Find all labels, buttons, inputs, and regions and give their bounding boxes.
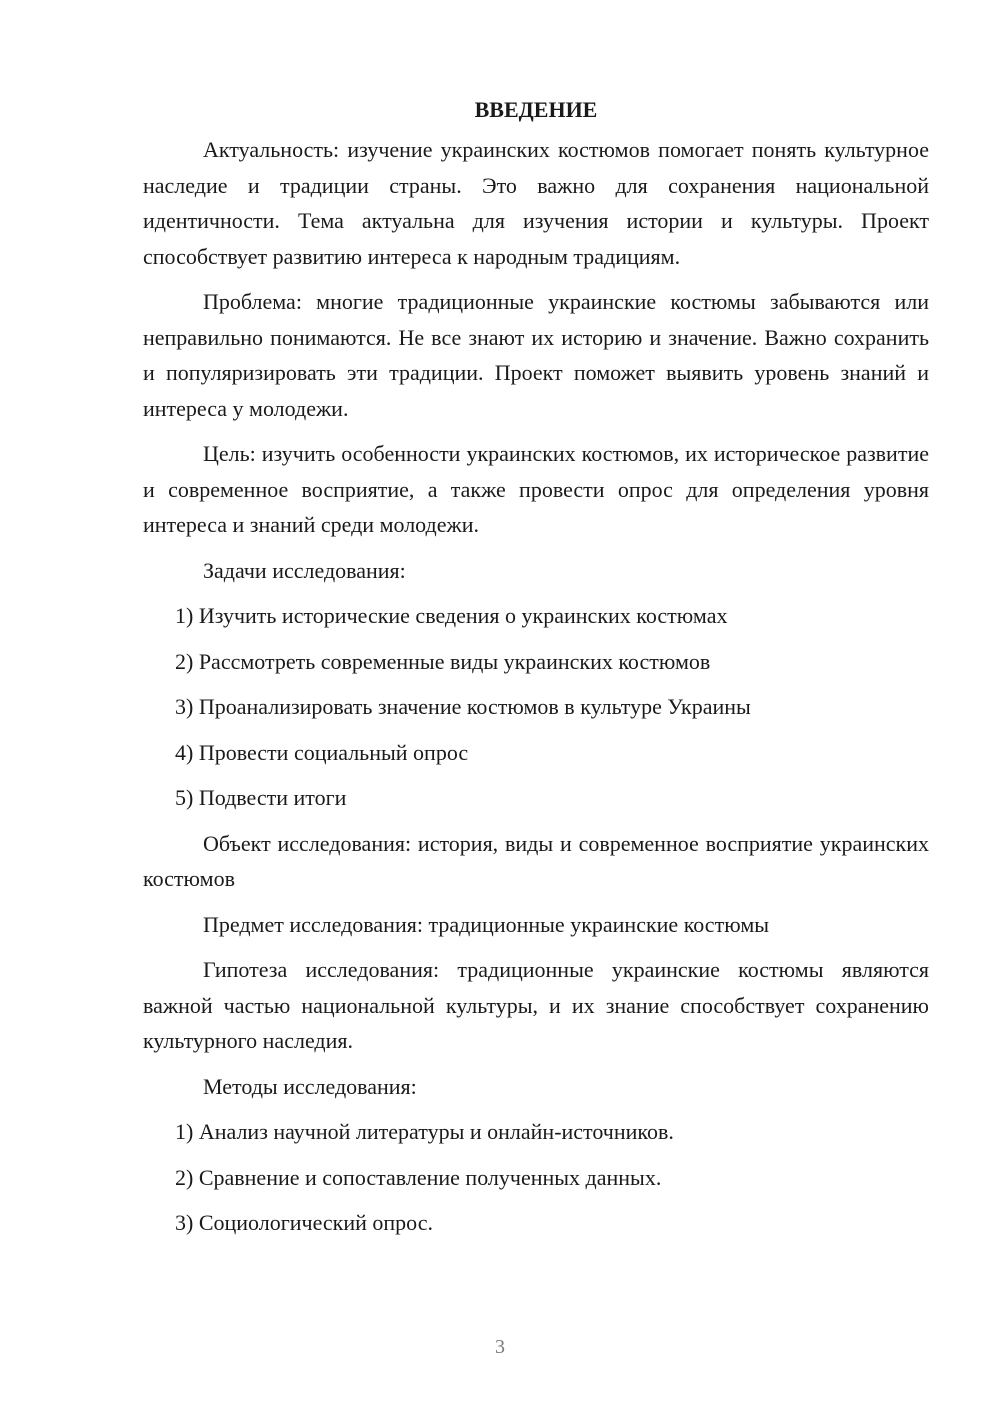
task-item: 1) Изучить исторические сведения о украинских костюмах [175,603,728,628]
problem-paragraph: Проблема: многие традиционные украинские костюмы забываются или неправильно понимаются. Не все знают их историю и значение. Важно сохранить и популяризировать эти традиции. Проект поможет выявить уровень знаний и интереса у молодежи. [143,289,929,421]
document-page [143,92,929,1251]
page-number: 3 [495,1336,505,1358]
task-item: 2) Рассмотреть современные виды украинских костюмов [175,648,711,674]
task-item: 5) Подвести итоги [175,785,347,810]
methods-heading: Методы исследования: [203,1073,417,1099]
task-item: 4) Провести социальный опрос [175,739,469,765]
method-item: 3) Социологический опрос. [175,1210,433,1235]
goal-paragraph: Цель: изучить особенности украинских костюмов, их историческое развитие и современное восприятие, а также провести опрос для определения уровня интереса и знаний среди молодежи. [143,441,929,537]
document-title: ВВЕДЕНИЕ [474,97,598,122]
method-item: 1) Анализ научной литературы и онлайн-источников. [175,1119,674,1144]
relevance-paragraph: Актуальность: изучение украинских костюмов помогает понять культурное наследие и традиции страны. Это важно для сохранения национальной идентичности. Тема актуальна для изучения истории и культуры. Проект способствует развитию интереса к народным традициям. [143,137,929,269]
tasks-list [143,598,929,816]
hypothesis-paragraph: Гипотеза исследования: традиционные украинские костюмы являются важной частью национальной культуры, и их знание способствует сохранению культурного наследия. [143,957,929,1053]
methods-list [143,1114,929,1241]
task-item: 3) Проанализировать значение костюмов в культуре Украины [175,694,751,719]
subject-paragraph: Предмет исследования: традиционные украинские костюмы [203,911,770,937]
method-item: 2) Сравнение и сопоставление полученных данных. [175,1164,662,1190]
tasks-heading: Задачи исследования: [203,557,406,583]
object-paragraph: Объект исследования: история, виды и современное восприятие украинских костюмов [143,830,929,891]
